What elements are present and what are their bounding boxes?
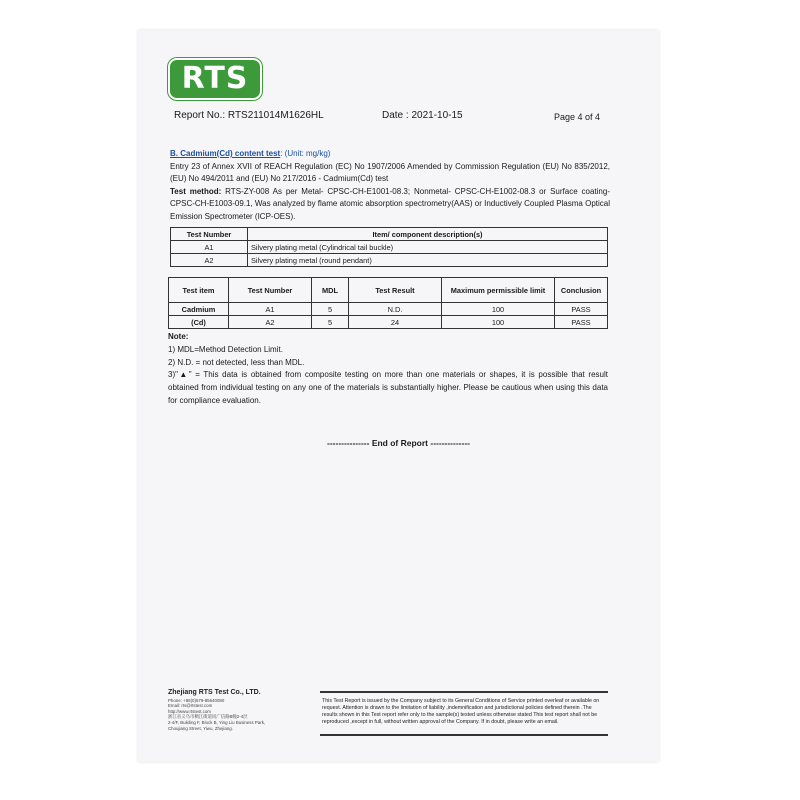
end-of-report: --------------- End of Report -------------- — [327, 438, 470, 448]
contact-line: 浙江省义乌市稠江街道同广信路B幢2-4层 — [168, 714, 248, 720]
cadmium-section — [170, 148, 610, 223]
results-cell-result: N.D. — [349, 303, 442, 316]
results-header-test-result: Test Result — [349, 278, 442, 303]
test-method — [170, 186, 610, 224]
regulation-entry: Entry 23 of Annex XVII of REACH Regulation (EC) No 1907/2006 Amended by Commission Regulation (EU) No 835/2012, (EU) No 494/2011 and (EU) No 217/2016 - Cadmium(Cd) test — [170, 161, 610, 183]
report-date: Date : 2021-10-15 — [382, 110, 463, 121]
results-cell-mdl: 5 — [312, 316, 349, 329]
results-cell-test-number: A2 — [229, 316, 312, 329]
section-unit: : (Unit: mg/kg) — [280, 149, 331, 158]
test-method-text: RTS-ZY-008 As per Metal- CPSC-CH-E1001-08.3; Nonmetal- CPSC-CH-E1002-08.3 or Surface coating- CPSC-CH-E1003-09.1, Was analyzed by flame atomic absorption spectrometry(AAS) or Inductively Coupled Plasma Optical Emission Spectrometer (ICP-OES). — [170, 186, 610, 221]
items-header-test-number: Test Number — [171, 228, 248, 241]
items-cell-number: A2 — [171, 254, 248, 267]
items-cell-description: Silvery plating metal (round pendant) — [248, 254, 608, 267]
results-cell-test-item: (Cd) — [169, 316, 229, 329]
results-header-test-item: Test item — [169, 278, 229, 303]
items-cell-number: A1 — [171, 241, 248, 254]
items-cell-description: Silvery plating metal (Cylindrical tail buckle) — [248, 241, 608, 254]
results-cell-limit: 100 — [442, 303, 555, 316]
test-method-label: Test method: — [170, 186, 222, 196]
table-row — [169, 316, 608, 329]
report-number: Report No.: RTS211014M1626HL — [174, 110, 324, 121]
logo-text: RTS — [181, 61, 249, 96]
results-cell-test-number: A1 — [229, 303, 312, 316]
table-row — [171, 241, 608, 254]
report-page — [138, 30, 659, 762]
contact-line: Phone: +86(0)579-85640080 — [168, 697, 225, 703]
results-cell-limit: 100 — [442, 316, 555, 329]
contact-line: Email: rts@rtstest.com — [168, 703, 213, 709]
results-cell-conclusion: PASS — [555, 316, 608, 329]
results-header-test-number: Test Number — [229, 278, 312, 303]
section-heading — [170, 148, 610, 161]
notes-section — [168, 331, 608, 408]
contact-line: Choujiang Street, Yiwu, Zhejiang. — [168, 725, 233, 731]
results-header-row — [169, 278, 608, 303]
contact-line: http://www.rtstest.com — [168, 708, 211, 714]
results-table — [168, 277, 608, 329]
results-header-conclusion: Conclusion — [555, 278, 608, 303]
results-header-mdl: MDL — [312, 278, 349, 303]
note-item: 2) N.D. = not detected, less than MDL. — [168, 357, 305, 367]
disclaimer-box: This Test Report is issued by the Company subject to its General Conditions of Service printed overleaf or available on request. Attention is drawn to the limitation of liability ,indemnification and jurisdictional policies defined therein .The results shown in this Test report refer only to the sample(s) tested unless otherwise stated This test report shall not be reproduced ,except in full, without written approval of the Company. If in doubt, please write an email. — [320, 691, 608, 736]
company-name: Zhejiang RTS Test Co., LTD. — [168, 689, 261, 696]
notes-title: Note: — [168, 332, 189, 341]
items-table — [170, 227, 608, 267]
results-cell-test-item: Cadmium — [169, 303, 229, 316]
items-header-description: Item/ component description(s) — [248, 228, 608, 241]
results-cell-result: 24 — [349, 316, 442, 329]
note-item: 1) MDL=Method Detection Limit. — [168, 344, 283, 354]
page-number: Page 4 of 4 — [554, 112, 601, 122]
table-row — [169, 303, 608, 316]
results-cell-mdl: 5 — [312, 303, 349, 316]
note-item: 3)"▲" = This data is obtained from composite testing on more than one materials or shapes, it is possible that result obtained from individual testing on any one of the materials is substantially higher. Please be cautious when using this data for compliance evaluation. — [168, 370, 608, 405]
items-header-row — [171, 228, 608, 241]
contact-line: 2-4/F, Building F, Block B, Ying Liu Business Park, — [168, 719, 266, 725]
results-header-max-limit: Maximum permissible limit — [442, 278, 555, 303]
company-contact — [168, 690, 308, 731]
section-title: B. Cadmium(Cd) content test — [170, 149, 281, 158]
table-row — [171, 254, 608, 267]
rts-logo — [170, 60, 260, 98]
results-cell-conclusion: PASS — [555, 303, 608, 316]
